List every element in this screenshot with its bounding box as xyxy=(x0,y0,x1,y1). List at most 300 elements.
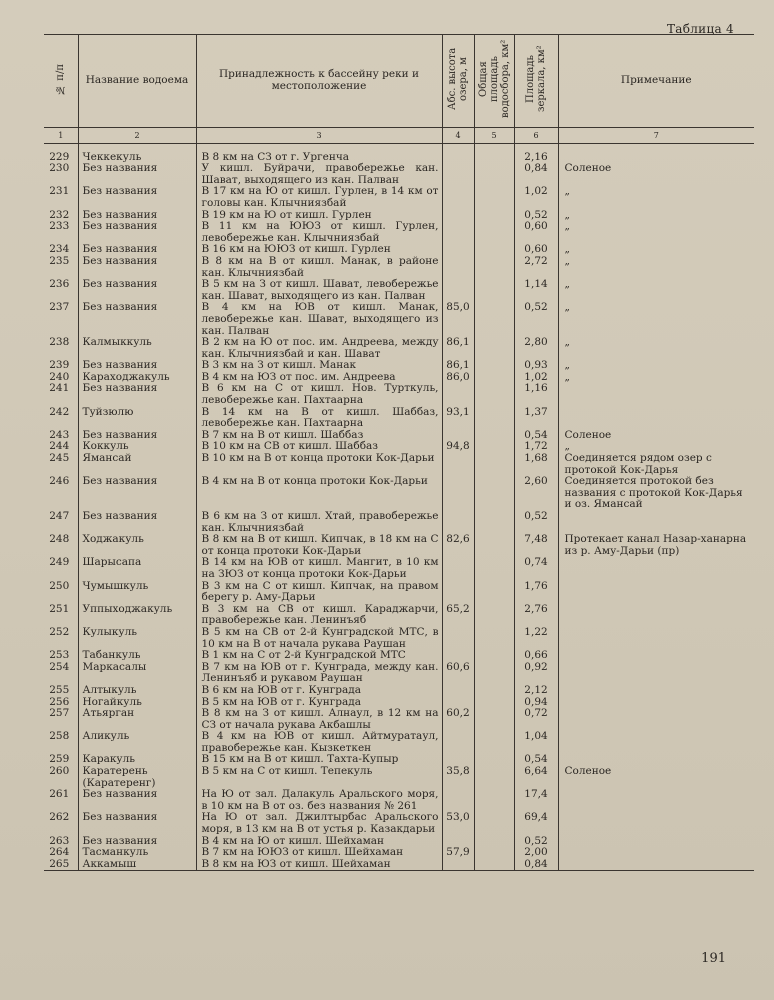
table-header-row xyxy=(44,35,754,128)
location: В 1 км на С от 2-й Кунградской МТС xyxy=(196,650,442,662)
mirror-area: 1,02 xyxy=(514,372,558,384)
column-number: 7 xyxy=(558,127,754,143)
note: „ xyxy=(558,360,754,372)
catchment-area xyxy=(474,360,514,372)
column-number: 6 xyxy=(514,127,558,143)
altitude xyxy=(442,731,474,754)
altitude: 60,6 xyxy=(442,662,474,685)
location: На Ю от зал. Джилтырбас Аральского моря, в 13 км на В от устья р. Казакдарьи xyxy=(196,812,442,835)
header-area: Площадь зеркала, км² xyxy=(514,35,558,128)
location: В 5 км на С от кишл. Тепекуль xyxy=(196,766,442,789)
location: В 10 км на В от конца протоки Кок-Дарьи xyxy=(196,453,442,476)
lake-name: Аккамыш xyxy=(78,859,196,871)
column-number: 2 xyxy=(78,127,196,143)
mirror-area: 1,16 xyxy=(514,383,558,406)
row-number: 230 xyxy=(44,163,78,186)
catchment-area xyxy=(474,430,514,442)
altitude xyxy=(442,279,474,302)
row-number: 255 xyxy=(44,685,78,697)
mirror-area: 2,00 xyxy=(514,847,558,859)
lake-name: Без названия xyxy=(78,186,196,209)
location: В 8 км на В от кишл. Манак, в районе кан. Клычниязбай xyxy=(196,256,442,279)
catchment-area xyxy=(474,407,514,430)
catchment-area xyxy=(474,708,514,731)
mirror-area: 2,80 xyxy=(514,337,558,360)
catchment-area xyxy=(474,476,514,511)
row-number: 262 xyxy=(44,812,78,835)
location: В 6 км на ЮВ от г. Кунграда xyxy=(196,685,442,697)
lake-name: Табанкуль xyxy=(78,650,196,662)
table-row xyxy=(44,754,754,766)
catchment-area xyxy=(474,662,514,685)
catchment-area xyxy=(474,534,514,557)
row-number: 243 xyxy=(44,430,78,442)
location: В 7 км на ЮЮЗ от кишл. Шейхаман xyxy=(196,847,442,859)
header-basin: Принадлежность к бассейну реки и местоположение xyxy=(196,35,442,128)
table-row xyxy=(44,662,754,685)
mirror-area: 2,72 xyxy=(514,256,558,279)
mirror-area: 0,60 xyxy=(514,221,558,244)
table-row xyxy=(44,383,754,406)
note xyxy=(558,812,754,835)
lake-name: Без названия xyxy=(78,221,196,244)
page-number: 191 xyxy=(701,951,726,966)
lake-name: Без названия xyxy=(78,244,196,256)
location: В 4 км на Ю от кишл. Шейхаман xyxy=(196,836,442,848)
mirror-area: 0,54 xyxy=(514,430,558,442)
column-number: 3 xyxy=(196,127,442,143)
table-row xyxy=(44,604,754,627)
altitude xyxy=(442,244,474,256)
table-row xyxy=(44,279,754,302)
altitude xyxy=(442,163,474,186)
catchment-area xyxy=(474,581,514,604)
table-row xyxy=(44,557,754,580)
table-row xyxy=(44,685,754,697)
table-row xyxy=(44,337,754,360)
lake-name: Шарысапа xyxy=(78,557,196,580)
catchment-area xyxy=(474,557,514,580)
note: Соленое xyxy=(558,430,754,442)
table-row xyxy=(44,163,754,186)
altitude: 35,8 xyxy=(442,766,474,789)
mirror-area: 0,54 xyxy=(514,754,558,766)
lake-name: Каракуль xyxy=(78,754,196,766)
row-number: 232 xyxy=(44,210,78,222)
note: „ xyxy=(558,210,754,222)
note: Протекает канал Назар-ханарна из р. Аму-Дарьи (пр) xyxy=(558,534,754,557)
location: На Ю от зал. Далакуль Аральского моря, в 10 км на В от оз. без названия № 261 xyxy=(196,789,442,812)
note xyxy=(558,789,754,812)
catchment-area xyxy=(474,731,514,754)
altitude: 94,8 xyxy=(442,441,474,453)
row-number: 260 xyxy=(44,766,78,789)
table-row xyxy=(44,430,754,442)
row-number: 237 xyxy=(44,302,78,337)
note xyxy=(558,557,754,580)
altitude xyxy=(442,383,474,406)
altitude xyxy=(442,685,474,697)
location: В 8 км на ЮЗ от кишл. Шейхаман xyxy=(196,859,442,871)
row-number: 263 xyxy=(44,836,78,848)
note: „ xyxy=(558,372,754,384)
table-row xyxy=(44,847,754,859)
catchment-area xyxy=(474,604,514,627)
altitude xyxy=(442,627,474,650)
mirror-area: 0,94 xyxy=(514,697,558,709)
catchment-area xyxy=(474,256,514,279)
location: В 7 км на В от кишл. Шаббаз xyxy=(196,430,442,442)
row-number: 251 xyxy=(44,604,78,627)
catchment-area xyxy=(474,685,514,697)
lake-name: Без названия xyxy=(78,210,196,222)
lake-name: Аликуль xyxy=(78,731,196,754)
location: У кишл. Буйрачи, правобережье кан. Шават, выходящего из кан. Палван xyxy=(196,163,442,186)
table-row xyxy=(44,186,754,209)
note: Соединяется протокой без названия с протокой Кок-Дарья и оз. Ямансай xyxy=(558,476,754,511)
location: В 4 км на ЮВ от кишл. Манак, левобережье кан. Шават, выходящего из кан. Палван xyxy=(196,302,442,337)
mirror-area: 0,66 xyxy=(514,650,558,662)
note xyxy=(558,697,754,709)
table-row xyxy=(44,708,754,731)
lake-name: Без названия xyxy=(78,812,196,835)
note xyxy=(558,407,754,430)
note xyxy=(558,708,754,731)
catchment-area xyxy=(474,511,514,534)
location: В 14 км на ЮВ от кишл. Мангит, в 10 км на ЗЮЗ от конца протоки Кок-Дарьи xyxy=(196,557,442,580)
lake-name: Чумышкуль xyxy=(78,581,196,604)
location: В 19 км на Ю от кишл. Гурлен xyxy=(196,210,442,222)
lake-name: Без названия xyxy=(78,360,196,372)
catchment-area xyxy=(474,697,514,709)
table-row xyxy=(44,476,754,511)
header-catchment: Общая площадь водосбора, км² xyxy=(474,35,514,128)
row-number: 242 xyxy=(44,407,78,430)
altitude xyxy=(442,256,474,279)
note: Соленое xyxy=(558,766,754,789)
catchment-area xyxy=(474,627,514,650)
lake-name: Без названия xyxy=(78,279,196,302)
catchment-area xyxy=(474,337,514,360)
location: В 5 км на ЮВ от г. Кунграда xyxy=(196,697,442,709)
header-note: Примечание xyxy=(558,35,754,128)
note xyxy=(558,685,754,697)
row-number: 254 xyxy=(44,662,78,685)
catchment-area xyxy=(474,766,514,789)
location: В 2 км на Ю от пос. им. Андреева, между кан. Клычниязбай и кан. Шават xyxy=(196,337,442,360)
column-number: 1 xyxy=(44,127,78,143)
altitude xyxy=(442,581,474,604)
lake-name: Тасманкуль xyxy=(78,847,196,859)
altitude xyxy=(442,152,474,164)
location: В 17 км на Ю от кишл. Гурлен, в 14 км от головы кан. Клычниязбай xyxy=(196,186,442,209)
column-number-row xyxy=(44,127,754,143)
lake-name: Кулыкуль xyxy=(78,627,196,650)
mirror-area: 0,52 xyxy=(514,302,558,337)
mirror-area: 6,64 xyxy=(514,766,558,789)
altitude xyxy=(442,221,474,244)
row-number: 250 xyxy=(44,581,78,604)
altitude xyxy=(442,453,474,476)
note: „ xyxy=(558,337,754,360)
location: В 11 км на ЮЮЗ от кишл. Гурлен, левобережье кан. Клычниязбай xyxy=(196,221,442,244)
mirror-area: 0,93 xyxy=(514,360,558,372)
mirror-area: 2,16 xyxy=(514,152,558,164)
table-row xyxy=(44,221,754,244)
lake-name: Ямансай xyxy=(78,453,196,476)
catchment-area xyxy=(474,836,514,848)
row-number: 249 xyxy=(44,557,78,580)
lake-name: Туйзюлю xyxy=(78,407,196,430)
note xyxy=(558,731,754,754)
mirror-area: 1,37 xyxy=(514,407,558,430)
altitude: 57,9 xyxy=(442,847,474,859)
note: „ xyxy=(558,302,754,337)
note: „ xyxy=(558,244,754,256)
mirror-area: 1,22 xyxy=(514,627,558,650)
lake-name: Без названия xyxy=(78,789,196,812)
location: В 5 км на СВ от 2-й Кунградской МТС, в 10 км на В от начала рукава Раушан xyxy=(196,627,442,650)
lake-name: Без названия xyxy=(78,511,196,534)
mirror-area: 17,4 xyxy=(514,789,558,812)
altitude: 65,2 xyxy=(442,604,474,627)
location: В 5 км на З от кишл. Шават, левобережье кан. Шават, выходящего из кан. Палван xyxy=(196,279,442,302)
catchment-area xyxy=(474,847,514,859)
catchment-area xyxy=(474,186,514,209)
table-row xyxy=(44,453,754,476)
catchment-area xyxy=(474,244,514,256)
location: В 6 км на С от кишл. Нов. Турткуль, левобережье кан. Пахтаарна xyxy=(196,383,442,406)
mirror-area: 1,72 xyxy=(514,441,558,453)
location: В 6 км на З от кишл. Хтай, правобережье кан. Клычниязбай xyxy=(196,511,442,534)
note xyxy=(558,662,754,685)
catchment-area xyxy=(474,383,514,406)
lake-name: Без названия xyxy=(78,383,196,406)
row-number: 229 xyxy=(44,152,78,164)
catchment-area xyxy=(474,302,514,337)
catchment-area xyxy=(474,441,514,453)
row-number: 238 xyxy=(44,337,78,360)
catchment-area xyxy=(474,372,514,384)
catchment-area xyxy=(474,650,514,662)
table-row xyxy=(44,534,754,557)
note: „ xyxy=(558,279,754,302)
mirror-area: 0,52 xyxy=(514,511,558,534)
table-row xyxy=(44,627,754,650)
row-number: 252 xyxy=(44,627,78,650)
note xyxy=(558,650,754,662)
altitude: 82,6 xyxy=(442,534,474,557)
mirror-area: 69,4 xyxy=(514,812,558,835)
mirror-area: 0,52 xyxy=(514,836,558,848)
table-row xyxy=(44,581,754,604)
location: В 4 км на ЮЗ от пос. им. Андреева xyxy=(196,372,442,384)
table-row xyxy=(44,859,754,871)
row-number: 240 xyxy=(44,372,78,384)
lake-name: Атьярган xyxy=(78,708,196,731)
note xyxy=(558,581,754,604)
location: В 10 км на СВ от кишл. Шаббаз xyxy=(196,441,442,453)
catchment-area xyxy=(474,812,514,835)
table-row xyxy=(44,731,754,754)
catchment-area xyxy=(474,210,514,222)
row-number: 236 xyxy=(44,279,78,302)
row-number: 235 xyxy=(44,256,78,279)
row-number: 241 xyxy=(44,383,78,406)
altitude: 86,1 xyxy=(442,337,474,360)
table-row xyxy=(44,256,754,279)
mirror-area: 0,92 xyxy=(514,662,558,685)
lake-name: Без названия xyxy=(78,836,196,848)
mirror-area: 0,72 xyxy=(514,708,558,731)
row-number: 233 xyxy=(44,221,78,244)
catchment-area xyxy=(474,754,514,766)
spacer-row xyxy=(44,143,754,152)
altitude xyxy=(442,557,474,580)
mirror-area: 7,48 xyxy=(514,534,558,557)
altitude: 60,2 xyxy=(442,708,474,731)
altitude xyxy=(442,511,474,534)
row-number: 246 xyxy=(44,476,78,511)
altitude xyxy=(442,789,474,812)
note xyxy=(558,604,754,627)
location: В 3 км на СВ от кишл. Караджарчи, правобережье кан. Ленинъяб xyxy=(196,604,442,627)
location: В 16 км на ЮЮЗ от кишл. Гурлен xyxy=(196,244,442,256)
altitude xyxy=(442,210,474,222)
lake-name: Чеккекуль xyxy=(78,152,196,164)
header-name: Название водоема xyxy=(78,35,196,128)
location: В 15 км на В от кишл. Тахта-Купыр xyxy=(196,754,442,766)
table-row xyxy=(44,302,754,337)
lake-name: Без названия xyxy=(78,163,196,186)
mirror-area: 1,02 xyxy=(514,186,558,209)
catchment-area xyxy=(474,152,514,164)
mirror-area: 0,52 xyxy=(514,210,558,222)
lake-name: Маркасалы xyxy=(78,662,196,685)
column-number: 4 xyxy=(442,127,474,143)
note: „ xyxy=(558,441,754,453)
lake-name: Без названия xyxy=(78,256,196,279)
altitude: 86,1 xyxy=(442,360,474,372)
lake-name: Алтыкуль xyxy=(78,685,196,697)
lake-name: Без названия xyxy=(78,430,196,442)
table-row xyxy=(44,812,754,835)
location: В 14 км на В от кишл. Шаббаз, левобережье кан. Пахтаарна xyxy=(196,407,442,430)
altitude: 53,0 xyxy=(442,812,474,835)
note xyxy=(558,511,754,534)
row-number: 265 xyxy=(44,859,78,871)
note: „ xyxy=(558,256,754,279)
note xyxy=(558,859,754,871)
mirror-area: 0,74 xyxy=(514,557,558,580)
row-number: 261 xyxy=(44,789,78,812)
row-number: 258 xyxy=(44,731,78,754)
mirror-area: 0,84 xyxy=(514,163,558,186)
note: „ xyxy=(558,186,754,209)
mirror-area: 2,76 xyxy=(514,604,558,627)
row-number: 239 xyxy=(44,360,78,372)
row-number: 264 xyxy=(44,847,78,859)
lake-name: Ногайкуль xyxy=(78,697,196,709)
catchment-area xyxy=(474,163,514,186)
altitude: 93,1 xyxy=(442,407,474,430)
mirror-area: 0,60 xyxy=(514,244,558,256)
row-number: 234 xyxy=(44,244,78,256)
table-row xyxy=(44,789,754,812)
location: В 8 км на В от кишл. Кипчак, в 18 км на С от конца протоки Кок-Дарьи xyxy=(196,534,442,557)
mirror-area: 1,68 xyxy=(514,453,558,476)
lake-name: Каратерень (Каратеренг) xyxy=(78,766,196,789)
lake-name: Без названия xyxy=(78,302,196,337)
lake-name: Без названия xyxy=(78,476,196,511)
mirror-area: 1,04 xyxy=(514,731,558,754)
location: В 3 км на З от кишл. Манак xyxy=(196,360,442,372)
row-number: 247 xyxy=(44,511,78,534)
mirror-area: 0,84 xyxy=(514,859,558,871)
lake-name: Ходжакуль xyxy=(78,534,196,557)
location: В 8 км на З от кишл. Алнаул, в 12 км на СЗ от начала рукава Акбашлы xyxy=(196,708,442,731)
row-number: 257 xyxy=(44,708,78,731)
lakes-table xyxy=(44,34,754,871)
row-number: 248 xyxy=(44,534,78,557)
header-altitude: Абс. высота озера, м xyxy=(442,35,474,128)
note xyxy=(558,627,754,650)
note: Соленое xyxy=(558,163,754,186)
altitude: 86,0 xyxy=(442,372,474,384)
note: Соединяется рядом озер с протокой Кок-Дарья xyxy=(558,453,754,476)
lake-name: Уппыходжакуль xyxy=(78,604,196,627)
catchment-area xyxy=(474,279,514,302)
catchment-area xyxy=(474,789,514,812)
catchment-area xyxy=(474,859,514,871)
catchment-area xyxy=(474,453,514,476)
table-row xyxy=(44,407,754,430)
altitude xyxy=(442,859,474,871)
altitude xyxy=(442,476,474,511)
row-number: 245 xyxy=(44,453,78,476)
table-label: Таблица 4 xyxy=(666,22,734,36)
location: В 4 км на ЮВ от кишл. Айтмуратаул, правобережье кан. Кызкеткен xyxy=(196,731,442,754)
note xyxy=(558,847,754,859)
location: В 3 км на С от кишл. Кипчак, на правом берегу р. Аму-Дарьи xyxy=(196,581,442,604)
mirror-area: 2,12 xyxy=(514,685,558,697)
mirror-area: 1,14 xyxy=(514,279,558,302)
mirror-area: 2,60 xyxy=(514,476,558,511)
table-row xyxy=(44,511,754,534)
note xyxy=(558,383,754,406)
altitude xyxy=(442,650,474,662)
location: В 4 км на В от конца протоки Кок-Дарьи xyxy=(196,476,442,511)
catchment-area xyxy=(474,221,514,244)
row-number: 253 xyxy=(44,650,78,662)
row-number: 244 xyxy=(44,441,78,453)
note: „ xyxy=(558,221,754,244)
mirror-area: 1,76 xyxy=(514,581,558,604)
lake-name: Калмыккуль xyxy=(78,337,196,360)
row-number: 256 xyxy=(44,697,78,709)
table-row xyxy=(44,766,754,789)
altitude xyxy=(442,186,474,209)
row-number: 259 xyxy=(44,754,78,766)
header-num: № п/п xyxy=(44,35,78,128)
note xyxy=(558,836,754,848)
location: В 7 км на ЮВ от г. Кунграда, между кан. Ленинъяб и рукавом Раушан xyxy=(196,662,442,685)
table-row xyxy=(44,650,754,662)
location: В 8 км на СЗ от г. Ургенча xyxy=(196,152,442,164)
column-number: 5 xyxy=(474,127,514,143)
lake-name: Караходжакуль xyxy=(78,372,196,384)
lake-name: Коккуль xyxy=(78,441,196,453)
